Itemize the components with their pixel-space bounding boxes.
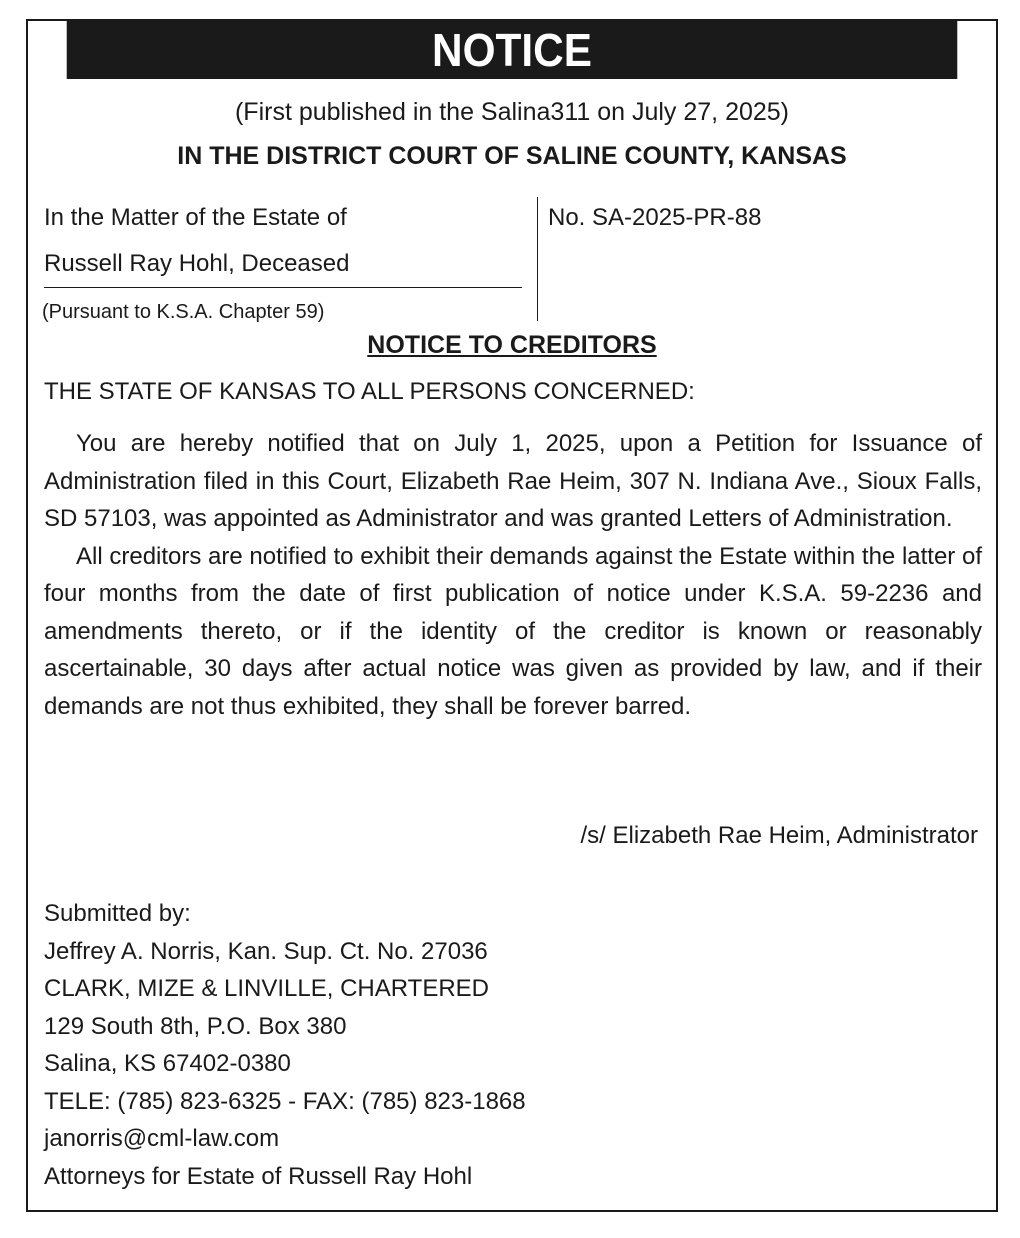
- attorney-name: Jeffrey A. Norris, Kan. Sup. Ct. No. 27036: [44, 937, 488, 965]
- court-heading: IN THE DISTRICT COURT OF SALINE COUNTY, KANSAS: [177, 142, 847, 170]
- notice-frame: [26, 19, 998, 1212]
- caption-rule: [44, 287, 522, 288]
- phone-fax: TELE: (785) 823-6325 - FAX: (785) 823-1868: [44, 1087, 526, 1115]
- law-firm: CLARK, MIZE & LINVILLE, CHARTERED: [44, 975, 490, 1002]
- submitted-by-block: [44, 895, 526, 1195]
- caption-divider: [537, 197, 538, 321]
- notice-body: [44, 425, 982, 725]
- matter-line-1: In the Matter of the Estate of: [44, 204, 347, 231]
- email-address: janorris@cml-law.com: [44, 1125, 280, 1152]
- case-number: No. SA-2025-PR-88: [548, 204, 762, 231]
- submitted-label: Submitted by:: [44, 900, 191, 927]
- notice-title: NOTICE TO CREDITORS: [367, 331, 657, 359]
- administrator-signature: /s/ Elizabeth Rae Heim, Administrator: [580, 822, 978, 849]
- firm-address-line-2: Salina, KS 67402-0380: [44, 1050, 291, 1077]
- publication-line: (First published in the Salina311 on July 27, 2025): [234, 98, 790, 126]
- notice-banner: NOTICE: [67, 21, 958, 79]
- notice-paragraph-2: All creditors are notified to exhibit their demands against the Estate within the latter of four months from the date of first publication of notice under K.S.A. 59-2236 and amendments thereto, or if the identity of the creditor is known or reasonably ascertainable, 30 days after actual notice was given as provided by law, and if their demands are not thus exhibited, they shall be forever barred.: [44, 542, 982, 720]
- attorney-role: Attorneys for Estate of Russell Ray Hohl: [44, 1162, 473, 1190]
- pursuant-note: (Pursuant to K.S.A. Chapter 59): [42, 301, 325, 323]
- matter-line-2: Russell Ray Hohl, Deceased: [44, 250, 350, 277]
- notice-paragraph-1: You are hereby notified that on July 1, 2025, upon a Petition for Issuance of Administration filed in this Court, Elizabeth Rae Heim, 307 N. Indiana Ave., Sioux Falls, SD 57103, was appointed as Administrator and was granted Letters of Administration.: [44, 430, 982, 532]
- addressed-to: THE STATE OF KANSAS TO ALL PERSONS CONCERNED:: [44, 378, 695, 405]
- firm-address-line-1: 129 South 8th, P.O. Box 380: [44, 1012, 347, 1040]
